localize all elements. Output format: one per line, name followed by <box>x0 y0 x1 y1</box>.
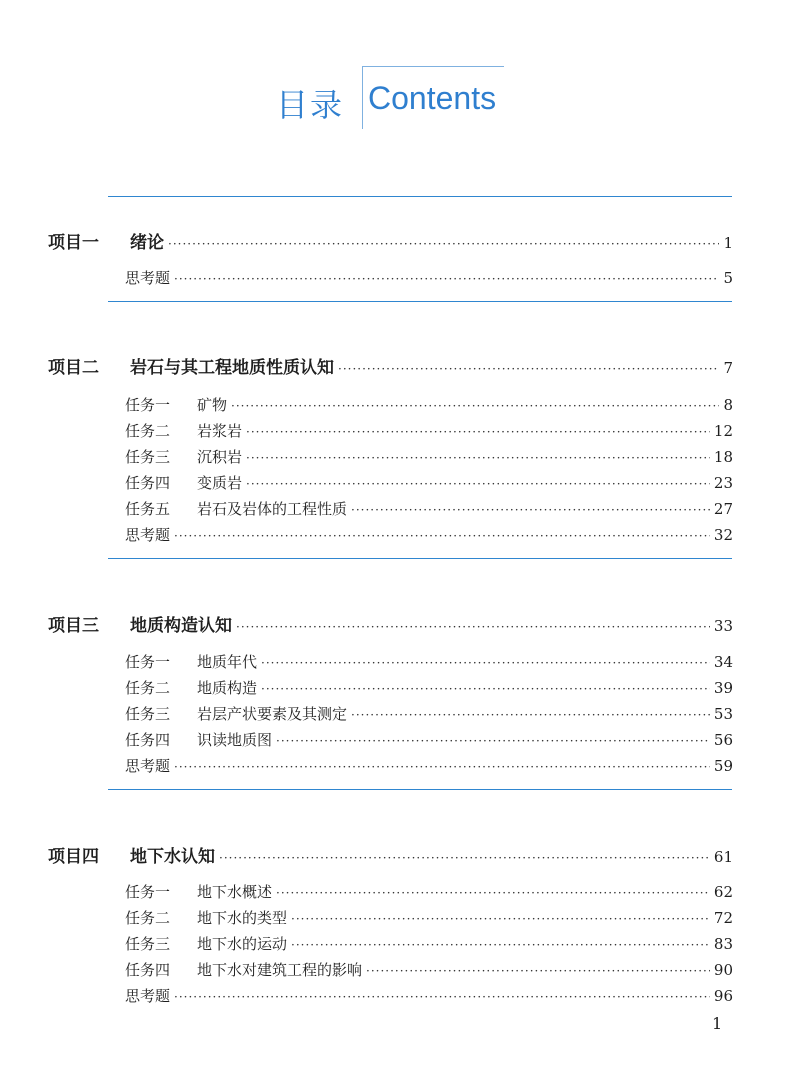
task-title: 岩层产状要素及其测定 <box>197 705 348 723</box>
leader-dots <box>261 682 710 696</box>
page-number: 32 <box>713 526 733 544</box>
leader-dots <box>236 620 710 634</box>
task-title: 地下水的运动 <box>197 935 288 953</box>
divider-rule <box>108 558 732 559</box>
task-title: 地质年代 <box>197 653 258 671</box>
task-title: 地下水概述 <box>197 883 273 901</box>
task-title: 岩石及岩体的工程性质 <box>197 500 348 518</box>
toc-entry-task[interactable] <box>125 498 733 519</box>
toc-entry-task[interactable] <box>125 446 733 467</box>
leader-dots <box>174 529 710 543</box>
task-number: 任务四 <box>125 474 171 492</box>
page-number: 61 <box>713 848 733 866</box>
page-number: 59 <box>713 757 733 775</box>
project-number: 项目三 <box>48 616 99 636</box>
page-number: 1 <box>723 234 733 252</box>
task-title: 思考题 <box>125 526 171 544</box>
toc-entry-project-4[interactable] <box>48 842 733 867</box>
leader-dots <box>231 399 719 413</box>
task-number: 任务二 <box>125 909 171 927</box>
project-title: 地质构造认知 <box>130 616 232 636</box>
page-number: 23 <box>713 474 733 492</box>
leader-dots <box>338 362 719 376</box>
leader-dots <box>168 237 719 251</box>
toc-entry-review-questions[interactable] <box>125 755 733 776</box>
leader-dots <box>351 708 710 722</box>
leader-dots <box>246 451 710 465</box>
leader-dots <box>174 760 710 774</box>
toc-entry-task[interactable] <box>125 959 733 980</box>
page-number: 12 <box>713 422 733 440</box>
title-chinese: 目录 <box>276 86 345 124</box>
leader-dots <box>276 886 710 900</box>
leader-dots <box>219 851 710 865</box>
task-title: 思考题 <box>125 269 171 287</box>
leader-dots <box>291 912 710 926</box>
toc-entry-review-questions[interactable] <box>125 267 733 288</box>
task-number: 任务三 <box>125 935 171 953</box>
toc-entry-project-3[interactable] <box>48 611 733 636</box>
leader-dots <box>261 656 710 670</box>
page-number: 5 <box>723 269 733 287</box>
task-number: 任务二 <box>125 679 171 697</box>
task-number: 任务三 <box>125 448 171 466</box>
leader-dots <box>246 425 710 439</box>
page-number: 8 <box>723 396 733 414</box>
task-title: 地下水对建筑工程的影响 <box>197 961 363 979</box>
page-number: 39 <box>713 679 733 697</box>
task-number: 任务一 <box>125 396 171 414</box>
page-number: 96 <box>713 987 733 1005</box>
toc-entry-task[interactable] <box>125 472 733 493</box>
toc-entry-task[interactable] <box>125 420 733 441</box>
folio-page-number: 1 <box>712 1014 723 1033</box>
leader-dots <box>174 990 710 1004</box>
task-title: 地质构造 <box>197 679 258 697</box>
task-title: 思考题 <box>125 757 171 775</box>
task-title: 沉积岩 <box>197 448 243 466</box>
page-number: 34 <box>713 653 733 671</box>
task-number: 任务五 <box>125 500 171 518</box>
toc-entry-task[interactable] <box>125 933 733 954</box>
leader-dots <box>291 938 710 952</box>
title-english: Contents <box>368 80 497 116</box>
toc-entry-task[interactable] <box>125 703 733 724</box>
page-number: 18 <box>713 448 733 466</box>
toc-entry-task[interactable] <box>125 677 733 698</box>
task-number: 任务一 <box>125 883 171 901</box>
toc-entry-review-questions[interactable] <box>125 524 733 545</box>
leader-dots <box>276 734 710 748</box>
page-number: 72 <box>713 909 733 927</box>
toc-entry-project-2[interactable] <box>48 353 733 378</box>
project-title: 地下水认知 <box>130 847 215 867</box>
divider-rule <box>108 196 732 197</box>
toc-entry-task[interactable] <box>125 651 733 672</box>
task-number: 任务四 <box>125 731 171 749</box>
leader-dots <box>246 477 710 491</box>
project-number: 项目四 <box>48 847 99 867</box>
project-title: 绪论 <box>130 233 164 253</box>
task-title: 矿物 <box>197 396 228 414</box>
project-number: 项目一 <box>48 233 99 253</box>
leader-dots <box>174 272 719 286</box>
task-title: 地下水的类型 <box>197 909 288 927</box>
task-title: 思考题 <box>125 987 171 1005</box>
page-number: 62 <box>713 883 733 901</box>
toc-entry-review-questions[interactable] <box>125 985 733 1006</box>
toc-entry-task[interactable] <box>125 729 733 750</box>
page-number: 53 <box>713 705 733 723</box>
toc-header <box>0 66 790 130</box>
toc-entry-task[interactable] <box>125 394 733 415</box>
task-title: 识读地质图 <box>197 731 273 749</box>
leader-dots <box>351 503 710 517</box>
page-number: 56 <box>713 731 733 749</box>
toc-entry-task[interactable] <box>125 881 733 902</box>
divider-rule <box>108 301 732 302</box>
project-title: 岩石与其工程地质性质认知 <box>130 358 334 378</box>
project-number: 项目二 <box>48 358 99 378</box>
toc-entry-task[interactable] <box>125 907 733 928</box>
leader-dots <box>366 964 710 978</box>
page-number: 7 <box>723 359 733 377</box>
page-number: 90 <box>713 961 733 979</box>
page-number: 27 <box>713 500 733 518</box>
task-number: 任务四 <box>125 961 171 979</box>
divider-rule <box>108 789 732 790</box>
task-number: 任务二 <box>125 422 171 440</box>
task-title: 变质岩 <box>197 474 243 492</box>
page-number: 83 <box>713 935 733 953</box>
task-number: 任务三 <box>125 705 171 723</box>
toc-entry-project-1[interactable] <box>48 228 733 253</box>
page-number: 33 <box>713 617 733 635</box>
task-title: 岩浆岩 <box>197 422 243 440</box>
task-number: 任务一 <box>125 653 171 671</box>
